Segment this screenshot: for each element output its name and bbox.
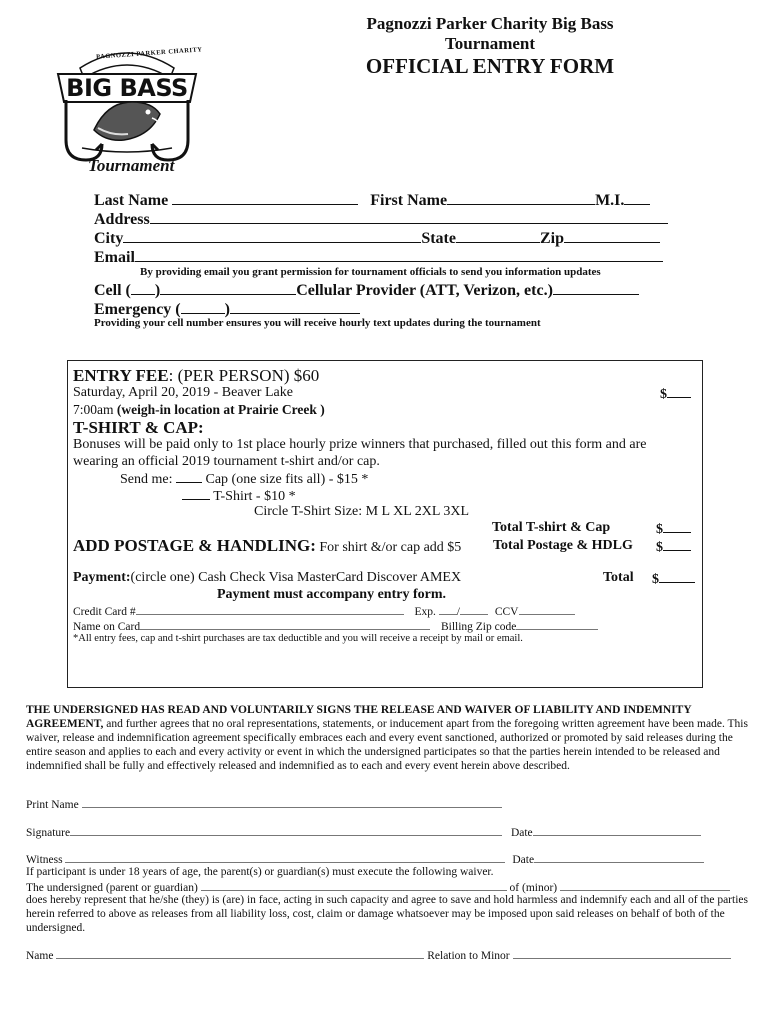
zip-label: Zip <box>539 230 564 247</box>
entry-fee-label: ENTRY FEE <box>73 366 169 385</box>
time-row <box>73 402 325 418</box>
emergency-row <box>94 299 360 319</box>
parent-name-field[interactable] <box>201 880 507 891</box>
signature-date-field[interactable] <box>533 825 701 836</box>
total-postage <box>656 538 691 556</box>
zip-field[interactable] <box>564 228 660 243</box>
entry-fee-amount: : (PER PERSON) $60 <box>168 366 320 385</box>
print-name-field[interactable] <box>82 797 502 808</box>
exp-month-field[interactable] <box>439 604 457 615</box>
signature-label: Signature <box>26 827 71 839</box>
email-label: Email <box>94 249 135 266</box>
bonus-line-2: wearing an official 2019 tournament t-shirt and/or cap. <box>73 454 380 469</box>
signature-row <box>26 825 701 839</box>
logo-script-text: Tournament <box>88 156 175 175</box>
address-field[interactable] <box>150 209 668 224</box>
cap-row <box>120 471 368 488</box>
billing-zip-label: Billing Zip code <box>440 621 517 633</box>
credit-card-field[interactable] <box>136 604 404 615</box>
address-row <box>94 209 668 229</box>
cell-number-field[interactable] <box>160 280 296 295</box>
represent-text: does hereby represent that he/she (they) is (are) in face, acting in such capacity and agree to save and hold harmless and indemnify each and all of the parties herein referred to above as releases from all liability loss, cost, claim or damage whatsoever may be imposed upon said releases on behalf of both of the undersigned. <box>26 894 748 934</box>
tshirt-row <box>182 488 296 505</box>
payment-label: Payment: <box>73 570 131 585</box>
payment-options[interactable]: (circle one) Cash Check Visa MasterCard Discover AMEX <box>130 570 462 585</box>
last-name-row <box>94 190 650 210</box>
grand-total <box>652 570 695 588</box>
tshirt-label: T-Shirt - $10 * <box>210 489 296 504</box>
tshirt-cap-heading: T-SHIRT & CAP: <box>73 418 204 437</box>
mi-field[interactable] <box>624 190 650 205</box>
waiver-text <box>26 703 754 773</box>
total-label: Total <box>603 570 634 585</box>
total-tshirt-dollar: $ <box>656 522 663 537</box>
print-name-label: Print Name <box>26 799 79 811</box>
emergency-paren: ) <box>224 301 230 318</box>
tax-note: *All entry fees, cap and t-shirt purchases are tax deductible and you will receive a receipt by mail or email. <box>73 633 523 644</box>
last-name-field[interactable] <box>172 190 358 205</box>
exp-year-field[interactable] <box>460 604 488 615</box>
witness-date-label: Date <box>512 854 535 866</box>
ccv-field[interactable] <box>519 604 575 615</box>
emergency-label: Emergency ( <box>94 301 181 318</box>
cap-quantity-field[interactable] <box>176 471 202 483</box>
credit-card-row: Credit Card # Exp. / CCV <box>73 604 575 618</box>
form-title-line1: Pagnozzi Parker Charity Big Bass <box>366 14 614 33</box>
minor-name-field[interactable] <box>560 880 730 891</box>
state-field[interactable] <box>456 228 540 243</box>
first-name-label: First Name <box>370 192 448 209</box>
parent-label: The undersigned (parent or guardian) <box>26 882 198 894</box>
cell-label: Cell ( <box>94 282 131 299</box>
logo-main-text: BIG BASS <box>66 74 188 102</box>
ccv-label: CCV <box>494 606 519 618</box>
credit-card-label: Credit Card # <box>73 606 136 618</box>
last-name-label: Last Name <box>94 192 169 209</box>
relation-label: Relation to Minor <box>427 950 510 962</box>
name-on-card-row <box>73 619 598 633</box>
emergency-number-field[interactable] <box>230 299 360 314</box>
emergency-area-code-field[interactable] <box>181 299 225 314</box>
witness-date-field[interactable] <box>534 852 704 863</box>
billing-zip-field[interactable] <box>516 619 598 630</box>
state-label: State <box>421 230 456 247</box>
name-field[interactable] <box>56 948 424 959</box>
email-note: By providing email you grant permission for tournament officials to send you information updates <box>140 266 601 278</box>
cellular-provider-label: Cellular Provider (ATT, Verizon, etc.) <box>296 282 553 299</box>
cap-label: Cap (one size fits all) - $15 * <box>202 472 369 487</box>
city-label: City <box>94 230 124 247</box>
postage-row <box>73 536 461 556</box>
city-field[interactable] <box>123 228 421 243</box>
entry-fee-dollar: $ <box>660 387 667 402</box>
email-field[interactable] <box>135 247 663 262</box>
form-title-line2: Tournament <box>444 34 536 53</box>
exp-label: Exp. <box>414 606 436 618</box>
witness-label: Witness <box>26 854 63 866</box>
name-on-card-label: Name on Card <box>73 621 141 633</box>
cellular-provider-field[interactable] <box>553 280 639 295</box>
cell-area-code-field[interactable] <box>131 280 155 295</box>
name-label: Name <box>26 950 54 962</box>
minor-label: of (minor) <box>509 882 558 894</box>
tshirt-quantity-field[interactable] <box>182 488 210 500</box>
big-bass-logo <box>52 40 202 178</box>
entry-fee-row <box>73 366 319 386</box>
signature-field[interactable] <box>70 825 502 836</box>
form-title-line3: OFFICIAL ENTRY FORM <box>365 54 615 78</box>
email-row <box>94 247 663 267</box>
postage-heading: ADD POSTAGE & HANDLING: <box>73 536 316 555</box>
witness-field[interactable] <box>65 852 505 863</box>
postage-text: For shirt &/or cap add $5 <box>315 540 462 555</box>
print-name-row <box>26 797 502 811</box>
payment-row <box>73 570 461 586</box>
bonus-line-1: Bonuses will be paid only to 1st place hourly prize winners that purchased, filled out this form and are <box>73 437 647 452</box>
entry-fee-total-field[interactable] <box>667 385 691 398</box>
witness-row <box>26 852 704 866</box>
first-name-field[interactable] <box>447 190 595 205</box>
minor-note: If participant is under 18 years of age, the parent(s) or guardian(s) must execute the following waiver. <box>26 866 494 878</box>
total-postage-dollar: $ <box>656 540 663 555</box>
name-on-card-field[interactable] <box>140 619 430 630</box>
cell-note: Providing your cell number ensures you will receive hourly text updates during the tournament <box>94 317 541 329</box>
total-tshirt-cap-field[interactable] <box>663 520 691 533</box>
relation-field[interactable] <box>513 948 731 959</box>
cell-row <box>94 280 639 300</box>
name-row <box>26 948 731 962</box>
total-postage-field[interactable] <box>663 538 691 551</box>
start-time: 7:00am <box>73 402 114 417</box>
total-postage-label: Total Postage & HDLG <box>493 538 633 553</box>
tournament-date: Saturday, April 20, 2019 - Beaver Lake <box>73 385 293 400</box>
grand-total-dollar: $ <box>652 572 659 587</box>
waiver-bold-heading: THE UNDERSIGNED HAS READ AND VOLUNTARILY SIGNS THE RELEASE AND WAIVER OF LIABILITY AND INDEMNITY AGREEMENT, <box>26 704 692 730</box>
total-tshirt-cap <box>656 520 691 538</box>
total-tshirt-cap-label: Total T-shirt & Cap <box>492 520 611 535</box>
mi-label: M.I. <box>595 192 625 209</box>
send-me-label: Send me: <box>120 472 176 487</box>
weigh-in-location: (weigh-in location at Prairie Creek ) <box>116 402 325 417</box>
logo-arc-text: PAGNOZZI PARKER CHARITY <box>95 46 203 61</box>
grand-total-field[interactable] <box>659 570 695 583</box>
parent-row <box>26 880 730 894</box>
payment-note: Payment must accompany entry form. <box>217 587 447 602</box>
entry-fee-total <box>660 385 691 403</box>
cell-paren: ) <box>154 282 161 299</box>
city-row <box>94 228 660 248</box>
tshirt-size-selector[interactable]: Circle T-Shirt Size: M L XL 2XL 3XL <box>254 504 470 519</box>
entry-fee-box <box>67 360 703 688</box>
address-label: Address <box>94 211 150 228</box>
waiver-body: and further agrees that no oral representations, statements, or inducement apart from the foregoing written agreement have been made. This waiver, release and indemnification agreement specifically embraces each and every event sanctioned, authorized or promoted by said releases during the entire season and applies to each and every activity or event in which the undersigned participates so that the parties herein intended to be released and indemnified shall be fully and effectively released and indemnified as to each and every event herein above described. <box>26 718 748 772</box>
signature-date-label: Date <box>510 827 533 839</box>
payment-must-accompany: Payment must accompany entry form <box>217 587 443 602</box>
